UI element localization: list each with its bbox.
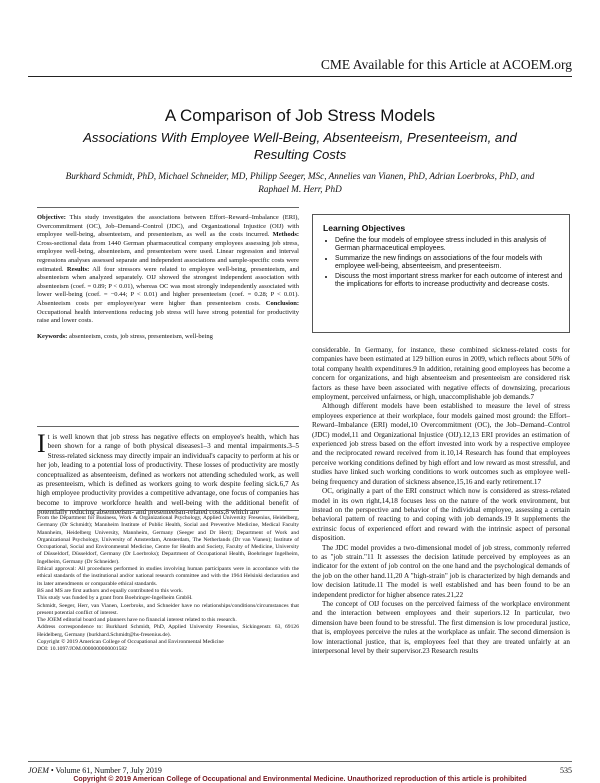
learning-objectives-title: Learning Objectives [323,223,406,233]
footnote-doi: DOI: 10.1097/JOM.0000000000001582 [37,646,127,653]
footnote-conflicts: Schmidt, Seeger, Herr, van Vianen, Loerbroks, and Schneider have no relationships/conditions/circumstances that present potential conflict of interest. [37,602,299,616]
objective-label: Objective: [37,214,66,221]
learning-objectives-list [313,237,569,289]
journal-issue: • Volume 61, Number 7, July 2019 [50,766,162,775]
footer-rule [28,761,572,762]
abstract-results: All four stressors were related to employee well-being, presenteeism, and absenteeism when analyzed separately. OIJ showed the strongest independent association with absenteeism (coef. = 0.89; P < 0.01), whereas OC was most strongly independently associated with lower well-being (coef. = −0.44; P < 0.01) and higher presenteeism (coef. = 0.28; P < 0.01). Absenteeism costs per employee/year were higher than presenteeism costs. [37,265,299,307]
footnotes [37,515,299,654]
footnote-copyright: Copyright © 2019 American College of Occupational and Environmental Medicine [37,639,224,646]
footnote-rule [37,510,299,511]
body-paragraph: The JDC model provides a two-dimensional model of job stress, commonly referred to as "job strain."11 It assesses the decision latitude perceived by employees as an indicator for the extent of job control on the one hand and the psychological demands of the job on the other hand.11,20 A "high-strain" job is characterized by high demands and low decision latitude.11 The model is well established and has been found to be an independent predictor for higher absence rates.21,22 [312,543,570,599]
learning-objective-item: • Discuss the most important stress marker for each outcome of interest and the implications for efforts to increase productivity and decrease costs. [335,273,569,290]
journal-citation [28,766,162,775]
abstract-objective: This study investigates the associations between Effort–Reward–Imbalance (ERI), Overcommitment (OC), Job–Demand–Control (JDC), and Organizational Injustice (OIJ) with employee well-being, absenteeism, and presenteeism, as well as the costs incurred. [37,214,299,239]
footnote-correspondence: Address correspondence to: Burkhard Schmidt, PhD, Applied University Fresenius, Sickingenstr. 63, 69126 Heidelberg, Germany (burkhard.Schmidt@hs-fresenius.de). [37,624,299,638]
abstract-conclusion: Occupational health interventions reducing job stress will have strong potential for productivity raise and lower costs. [37,308,299,325]
copyright-notice: Copyright © 2019 American College of Occupational and Environmental Medicine. Unauthorized reproduction of this article is prohibited [73,776,527,783]
abstract-bottom-rule [37,426,299,427]
footnote-ethics: Ethical approval: All procedures performed in studies involving human participants were in accordance with the ethical standards of the institutional and/or national research committee and with the 1964 Helsinki declaration and its later amendments or comparable ethical standards. [37,566,299,587]
footnote-authorship: BS and MS are first authors and equally contributed to this work. [37,587,184,594]
header-rule [28,76,572,77]
abstract [37,214,299,341]
intro-text: t is well known that job stress has negative effects on employee's health, which has been shown for a range of both physical diseases1–3 and mental impairments.3–5 Stress-related sickness may directly impair an individual's capacity to perform at his or her job, leading to a potential loss of productivity. These losses of productivity are mostly conceptualized as absenteeism, defined as workers not attending scheduled work, as well as presenteeism, which is defined as workers going to work despite feeling sick.6,7 As high employee productivity provides a competitive advantage, one focus of companies has become to improve workforce health and well-being with the additional benefit of potentially reducing absenteeism- and presenteeism-related costs,8 which are [37,433,299,517]
methods-label: Methods: [272,231,300,239]
keywords-text: absenteeism, costs, job stress, presenteeism, well-being [68,332,213,340]
body-paragraph: The concept of OIJ focuses on the perceived fairness of the workplace environment and the interaction between employees and their superiors.12 In particular, two dimension have been found to be stressful. The first dimension is low procedural justice, that is, employees perceive the rules at the workplace as unfair. The second dimension is low interactional justice, that is, employees feel that they are treated unfairly at an interpersonal level by their supervisor.23 Research results [312,599,570,655]
body-right-column [312,346,570,656]
keywords [37,333,299,342]
abstract-top-rule [37,207,299,208]
abstract-methods: Cross-sectional data from 1440 German pharmaceutical company employees assessing job stress, employee well-being, absenteeism, and presenteeism were used. Linear regression and interval regressions analyses assessed separate and independent associations and sample-specific costs were estimated. [37,239,299,273]
footnote-editorial: The JOEM editorial board and planners have no financial interest related to this research. [37,617,237,624]
cme-banner: CME Available for this Article at ACOEM.org [320,57,572,72]
intro-paragraph [37,429,299,518]
body-paragraph: considerable. In Germany, for instance, these combined sickness-related costs for companies have been estimated at 129 billion euros in 2009, which reflects about 50% of total company health expenditures.9 In addition, retaining good employees has become a concern for organizations, and high absenteeism and presenteeism are considered risk factors as these have been associated with negative effects of downsizing, precarious employment, perceived unfairness, or high, unaccomplishable job demands.7 [312,346,570,402]
drop-cap: I [37,429,46,458]
body-paragraph: OC, originally a part of the ERI construct which now is considered as stress-related model in its own right,14,18 focuses less on the nature of the work environment, but instead on the perspective and behavior of the individual employee, assessing a certain behavioral pattern of reacting to and coping with job demands.19 It supplements the extrinsic focus of experienced effort and reward with the intrinsic aspect of personal disposition. [312,487,570,543]
article-title: A Comparison of Job Stress Models [164,106,436,125]
article-authors: Burkhard Schmidt, PhD, Michael Schneider, MD, Philipp Seeger, MSc, Annelies van Vianen, PhD, Adrian Loerbroks, PhD, and Raphael M. Herr, PhD [65,171,535,194]
learning-objective-item: • Define the four models of employee stress included in this analysis of German pharmaceutical employees. [335,237,569,254]
article-subtitle: Associations With Employee Well-Being, Absenteeism, Presenteeism, and Resulting Costs [83,130,517,162]
page-number: 535 [560,766,572,775]
footnote-affiliations: From the Department for Business, Work & Organizational Psychology, Applied University Fresenius, Heidelberg, Germany (Dr Schmidt); Mannheim Institute of Public Health, Social and Preventive Medicine, Medical Faculty Mannheim, Heidelberg University, Mannheim, Germany (Seeger and Dr Herr); Department of Work and Organizational Psychology, University of Amsterdam, Amsterdam, The Netherlands (Dr van Vianen); Institute of Occupational, Social and Environmental Medicine, Centre for Health and Society, Faculty of Medicine, University of Düsseldorf, Düsseldorf, Germany (Dr Loerbroks); Department of Occupational Health, Boehringer Ingelheim, Ingelheim, Germany (Dr Schneider). [37,515,299,565]
learning-objective-item: • Summarize the new findings on associations of the four models with employee well-being, absenteeism, and presenteeism. [335,255,569,272]
journal-name: JOEM [28,766,49,775]
conclusion-label: Conclusion: [265,299,299,307]
footnote-funding: This study was funded by a grant from Boehringer-Ingelheim GmbH. [37,595,193,602]
body-paragraph: Although different models have been established to measure the level of stress employees experience at their workplace, four models gained most ground: the Effort–Reward–Imbalance (ERI) model,10 Overcommitment (OC), the Job–Demand–Control (JDC) model,11 and Organizational Injustice (OIJ).12,13 ERI provides an estimation of experienced job stress based on the effort invested into work by a respective employee and the reciprocated reward received from it.10,14 Research has found that employees perceive working conditions defined by high effort and low reward as most stressful, and studies have linked such working conditions to work outcomes such as employee well-being frequency and duration of sickness absence,15,16 and early retirement.17 [312,402,570,486]
learning-objectives-box [312,214,570,333]
results-label: Results: [66,265,90,273]
keywords-label: Keywords: [37,332,68,340]
